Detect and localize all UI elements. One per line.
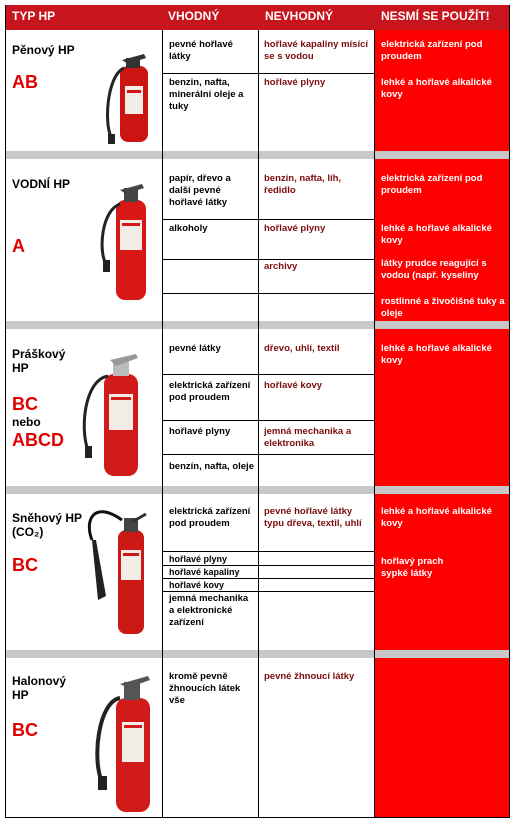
water-extinguisher-icon <box>96 180 152 304</box>
extinguisher-name: Práškový HP <box>12 347 66 375</box>
border-left <box>5 5 6 818</box>
forbidden-item: rostlinné a živočišné tuky a oleje <box>381 296 505 319</box>
forbidden-item: lehké a hořlavé alkalické kovy <box>381 343 492 366</box>
forbidden-item: lehké a hořlavé alkalické kovy <box>381 506 492 529</box>
suitable-item: hořlavé plyny <box>169 426 231 437</box>
forbidden-item: lehké a hořlavé alkalické kovy <box>381 77 492 100</box>
unsuitable-item: pevné hořlavé látky typu dřeva, textil, uhlí <box>264 506 362 529</box>
extinguisher-name: VODNÍ HP <box>12 177 71 191</box>
forbidden-item: elektrická zařízení pod proudem <box>381 173 483 196</box>
suitable-item: jemná mechanika a elektronické zařízení <box>169 593 249 628</box>
cell-line <box>162 259 374 260</box>
suitable-item: benzin, nafta, minerální oleje a tuky <box>169 77 244 112</box>
suitable-item: kromě pevně žhnoucích látek vše <box>169 671 241 706</box>
forbidden-column <box>374 30 510 818</box>
unsuitable-item: hořlavé kapaliny mísící se s vodou <box>264 39 369 62</box>
fire-class-label: A <box>12 236 25 256</box>
cell-line <box>162 551 374 552</box>
suitable-item: hořlavé kapaliny <box>169 567 240 577</box>
suitable-item: elektrická zařízení pod proudem <box>169 380 251 403</box>
extinguisher-name: Sněhový HP (CO₂) <box>12 511 82 539</box>
unsuitable-item: hořlavé plyny <box>264 223 326 234</box>
forbidden-item: látky prudce reagující s vodou (např. kyseliny <box>381 258 487 281</box>
suitable-item: papír, dřevo a další pevné hořlavé látky <box>169 173 231 208</box>
col-divider <box>258 30 259 818</box>
header-suitable: VHODNÝ <box>168 9 220 23</box>
cell-line <box>162 374 374 375</box>
suitable-item: benzín, nafta, oleje <box>169 461 254 472</box>
forbidden-item: hořlavý prach sypké látky <box>381 556 444 579</box>
unsuitable-item: jemná mechanika a elektronika <box>264 426 352 449</box>
or-label: nebo <box>12 415 41 429</box>
cell-line <box>162 420 374 421</box>
suitable-item: elektrická zařízení pod proudem <box>169 506 251 529</box>
fire-class-label: AB <box>12 72 38 92</box>
suitable-item: pevné hořlavé látky <box>169 39 233 62</box>
header-type: TYP HP <box>12 9 56 23</box>
border-right <box>509 5 510 818</box>
header-forbidden: NESMÍ SE POUŽÍT! <box>381 9 490 23</box>
foam-extinguisher-icon <box>100 38 158 146</box>
fire-class-label: BC <box>12 720 38 740</box>
header-unsuitable: NEVHODNÝ <box>265 9 334 23</box>
fire-class-label: BC <box>12 394 38 414</box>
cell-line <box>162 454 374 455</box>
forbidden-item: lehké a hořlavé alkalické kovy <box>381 223 492 246</box>
unsuitable-item: hořlavé plyny <box>264 77 326 88</box>
extinguisher-name: Pěnový HP <box>12 43 75 57</box>
fire-class-label-alt: ABCD <box>12 430 64 450</box>
col-divider <box>162 30 163 818</box>
unsuitable-item: pevné žhnoucí látky <box>264 671 355 682</box>
fire-class-label: BC <box>12 555 38 575</box>
suitable-item: hořlavé plyny <box>169 554 228 564</box>
powder-extinguisher-icon <box>80 350 152 480</box>
suitable-item: hořlavé kovy <box>169 580 225 590</box>
unsuitable-item: hořlavé kovy <box>264 380 323 391</box>
cell-line <box>162 293 374 294</box>
halon-extinguisher-icon <box>90 670 156 815</box>
co2-extinguisher-icon <box>84 500 154 640</box>
col-divider <box>374 30 375 818</box>
unsuitable-item: benzín, nafta, líh, ředidlo <box>264 173 342 196</box>
unsuitable-item: dřevo, uhlí, textil <box>264 343 340 354</box>
cell-line <box>162 73 374 74</box>
suitable-item: pevné látky <box>169 343 221 354</box>
forbidden-item: elektrická zařízení pod proudem <box>381 39 483 62</box>
extinguisher-name: Halonový HP <box>12 674 67 702</box>
cell-line <box>162 219 374 220</box>
unsuitable-item: archivy <box>264 261 298 272</box>
cell-line <box>162 591 374 592</box>
suitable-item: alkoholy <box>169 223 208 234</box>
